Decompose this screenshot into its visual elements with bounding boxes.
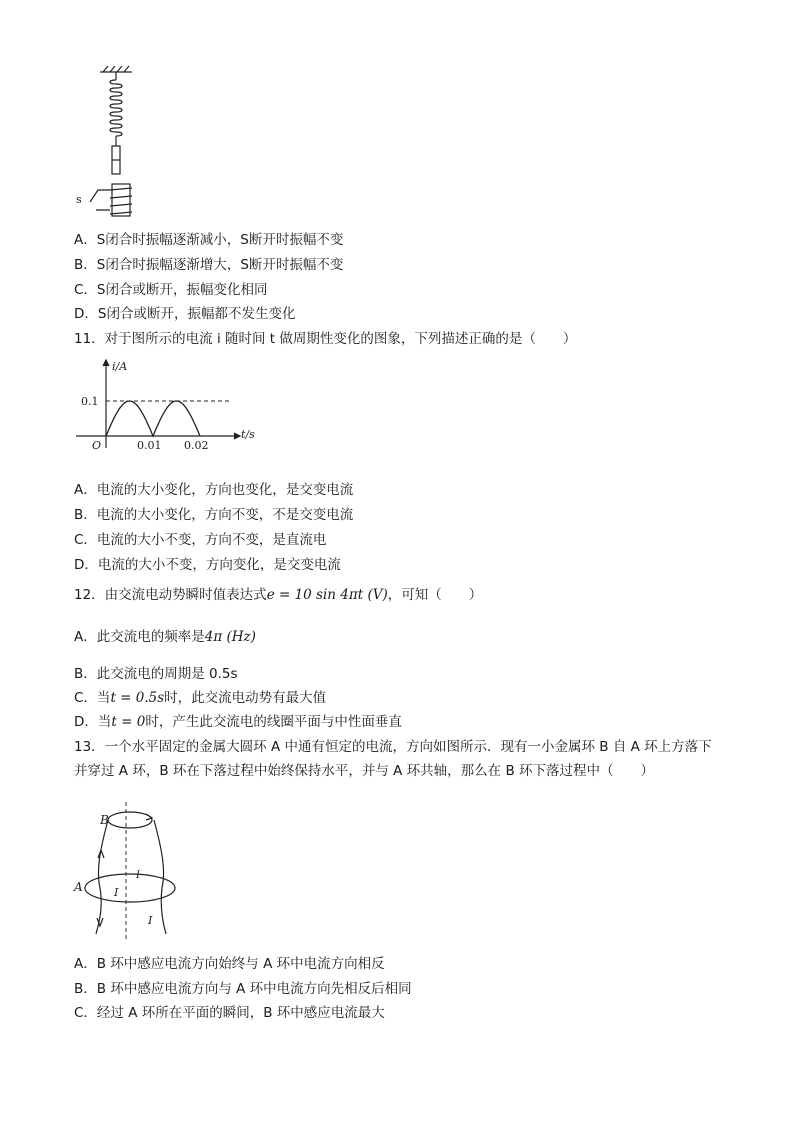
q13-option-c: C．经过 A 环所在平面的瞬间，B 环中感应电流最大 xyxy=(74,1005,385,1021)
q13-option-a: A．B 环中感应电流方向始终与 A 环中电流方向相反 xyxy=(74,956,385,972)
q11-stem: 11．对于图所示的电流 i 随时间 t 做周期性变化的图象，下列描述正确的是（ ） xyxy=(74,331,577,347)
q12-option-a-math: 4π (Hz) xyxy=(204,629,256,645)
q12-option-c: C．当t = 0.5s时，此交流电动势有最大值 xyxy=(74,690,327,706)
q13-option-b: B．B 环中感应电流方向与 A 环中电流方向先相反后相同 xyxy=(74,981,412,997)
q12-option-b: B．此交流电的周期是 0.5s xyxy=(74,666,238,682)
q13-label-i-lower: I xyxy=(148,914,153,927)
q12-option-d: D．当t = 0时，产生此交流电的线圈平面与中性面垂直 xyxy=(74,714,402,730)
q10-option-c: C．S闭合或断开，振幅变化相同 xyxy=(74,282,268,298)
q10-option-d: D．S闭合或断开，振幅都不发生变化 xyxy=(74,306,296,322)
q13-label-i-upper: I xyxy=(136,870,140,881)
q12-formula: e = 10 sin 4πt (V) xyxy=(266,587,388,603)
q10-switch-label: s xyxy=(76,193,82,206)
q11-option-a: A．电流的大小变化，方向也变化，是交变电流 xyxy=(74,482,354,498)
q12-option-a: A．此交流电的频率是4π (Hz) xyxy=(74,629,256,645)
q11-y-tick-label: 0.1 xyxy=(81,395,99,408)
q12-stem-pre: 12．由交流电动势瞬时值表达式 xyxy=(74,587,267,603)
q11-y-axis-label: i/A xyxy=(112,360,128,373)
q11-x-axis-label: t/s xyxy=(241,428,255,441)
q10-option-b: B．S闭合时振幅逐渐增大，S断开时振幅不变 xyxy=(74,257,344,273)
q10-spring-coil-figure xyxy=(70,62,160,222)
q11-x-tick-label-2: 0.02 xyxy=(184,439,209,452)
q11-option-c: C．电流的大小不变，方向不变，是直流电 xyxy=(74,532,327,548)
q12-stem-post: ，可知（ ） xyxy=(387,587,483,603)
q10-option-a: A．S闭合时振幅逐渐减小，S断开时振幅不变 xyxy=(74,232,344,248)
q11-current-chart xyxy=(72,356,272,456)
q12-option-d-math: t = 0 xyxy=(111,714,146,730)
q11-option-b: B．电流的大小变化，方向不变，不是交变电流 xyxy=(74,507,354,523)
q11-origin-label: O xyxy=(92,439,102,452)
q13-stem-line-2: 并穿过 A 环，B 环在下落过程中始终保持水平，并与 A 环共轴，那么在 B 环下落过程中（ ） xyxy=(74,763,655,779)
q13-stem-line-1: 13．一个水平固定的金属大圆环 A 中通有恒定的电流，方向如图所示．现有一小金属环 B 自 A 环上方落下 xyxy=(74,739,712,755)
q13-rings-figure xyxy=(70,800,190,940)
q13-label-i-inner: I xyxy=(114,886,119,899)
q12-stem xyxy=(74,586,482,604)
q13-label-b: B xyxy=(100,813,109,827)
q11-series-line xyxy=(106,401,200,436)
q13-label-a: A xyxy=(74,880,83,894)
q11-x-tick-label-1: 0.01 xyxy=(137,439,162,452)
q12-option-c-math: t = 0.5s xyxy=(110,690,165,706)
q11-option-d: D．电流的大小不变，方向变化，是交变电流 xyxy=(74,557,341,573)
